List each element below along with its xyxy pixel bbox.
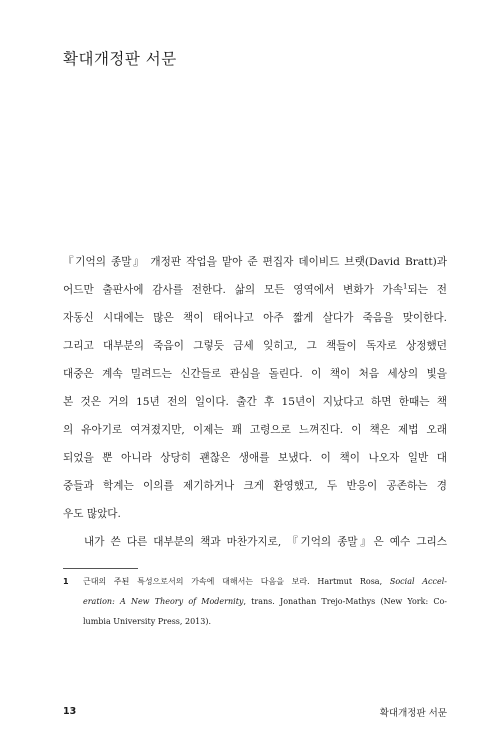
running-head: 확대개정판 서문 <box>379 708 447 719</box>
body-line <box>63 276 447 304</box>
body-line-text: 되는 전 <box>407 284 447 296</box>
footnote-number: 1 <box>63 577 69 586</box>
footnote-title-italic: eration: A New Theory of Modernity <box>83 597 244 606</box>
body-line: 되었을 뿐 아니라 상당히 괜찮은 생애를 보냈다. 이 책이 나오자 일반 대 <box>63 452 447 464</box>
body-line: 자동신 시대에는 많은 책이 태어나고 아주 짧게 살다가 죽음을 맞이한다. <box>63 312 447 324</box>
body-line: 대중은 계속 밀려드는 신간들로 관심을 돌린다. 이 책이 처음 세상의 빛을 <box>63 368 447 380</box>
body-line: 그리고 대부분의 죽음이 그렇듯 금세 잊히고, 그 책들이 독자로 상정했던 <box>63 340 447 352</box>
footnote-line: lumbia University Press, 2013). <box>83 617 212 626</box>
footnote-divider <box>63 568 138 569</box>
footnote-line <box>83 572 447 592</box>
body-text <box>63 248 447 556</box>
body-line-indented: 내가 쓴 다른 대부분의 책과 마찬가지로, 『기억의 종말』은 예수 그리스 <box>84 536 447 548</box>
chapter-title: 확대개정판 서문 <box>63 50 177 68</box>
body-line: 본 것은 거의 15년 전의 일이다. 출간 후 15년이 지났다고 하면 한때는 책 <box>63 396 447 408</box>
body-line: 『기억의 종말』 개정판 작업을 맡아 준 편집자 데이비드 브랫(David Bratt)과 <box>63 256 447 268</box>
footnote-text: , trans. Jonathan Trejo-Mathys (New York: Co- <box>243 597 447 606</box>
page-number: 13 <box>63 706 77 717</box>
footnote <box>63 572 447 632</box>
footnote-text: 근대의 주된 특성으로서의 가속에 대해서는 다음을 보라. Hartmut Rosa, <box>83 577 383 586</box>
footnote-line <box>83 592 447 612</box>
body-line-text: 어드만 출판사에 감사를 전한다. 삶의 모든 영역에서 변화가 가속 <box>63 284 403 296</box>
footnote-reference[interactable]: 1 <box>403 282 408 291</box>
body-line: 의 유아기로 여겨졌지만, 이제는 꽤 고령으로 느껴진다. 이 책은 제법 오래 <box>63 424 447 436</box>
footnote-title-italic: Social Accel- <box>389 577 447 586</box>
body-line: 중들과 학계는 이의를 제기하거나 크게 환영했고, 두 반응이 공존하는 경 <box>63 480 447 492</box>
body-line: 우도 많았다. <box>63 508 121 520</box>
